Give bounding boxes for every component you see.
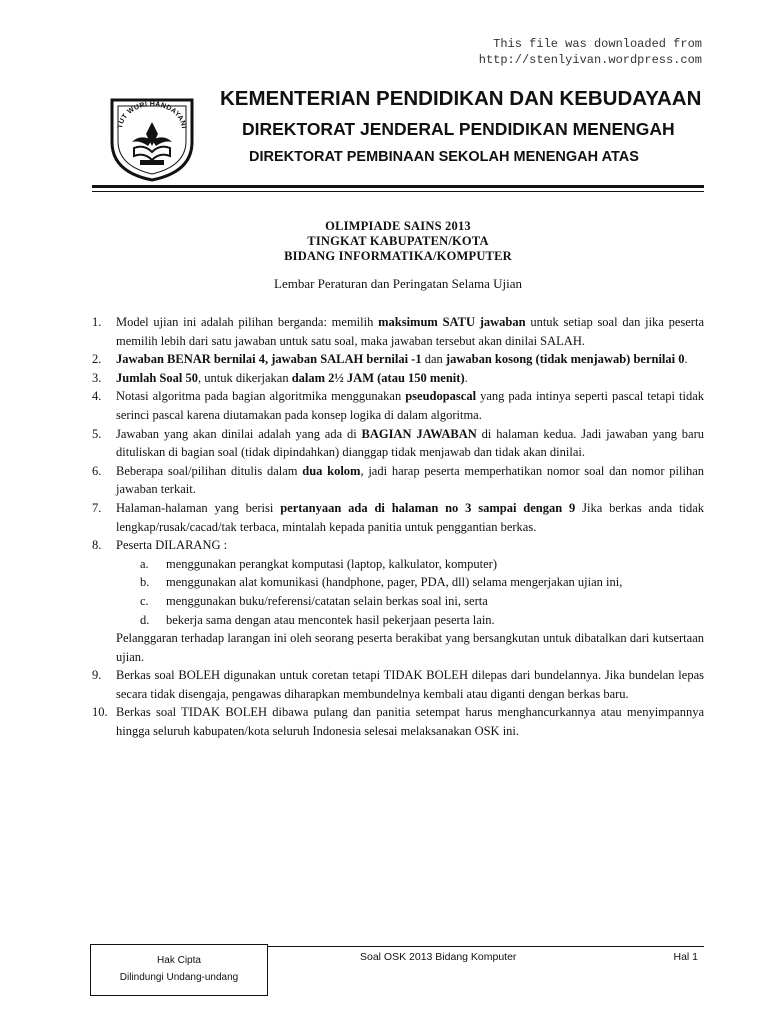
- rule-item: [92, 536, 704, 555]
- rule-item: [92, 387, 704, 424]
- download-note-line1: This file was downloaded from: [493, 37, 702, 51]
- violation-note: Pelanggaran terhadap larangan ini oleh seorang peserta berakibat yang bersangkutan untuk dibatalkan dari kutsertaan ujian.: [116, 631, 704, 664]
- rule-text: Peserta DILARANG :: [116, 538, 228, 553]
- rule-number: 7.: [92, 500, 102, 515]
- title-line-1: OLIMPIADE SAINS 2013: [325, 219, 471, 233]
- letterhead: [220, 86, 720, 166]
- header-divider-thin: [92, 191, 704, 192]
- rule-number: 8.: [92, 538, 102, 553]
- copyright-line-1: Hak Cipta: [157, 955, 201, 966]
- rule-number: 5.: [92, 426, 102, 441]
- rule-number: 2.: [92, 352, 102, 367]
- rule-item: [92, 703, 704, 740]
- prohibition-letter: c.: [140, 593, 149, 608]
- copyright-box: [90, 944, 268, 996]
- rule-text: Model ujian ini adalah pilihan berganda: memilih maksimum SATU jawaban untuk setiap soal dan jika peserta memilih lebih dari satu jawaban untuk satu soal, maka jawaban tersebut akan dinilai SALAH.: [116, 315, 704, 348]
- exam-title: [92, 219, 704, 264]
- header-divider-thick: [92, 185, 704, 188]
- prohibition-item: [140, 592, 704, 611]
- rule-text: Berkas soal BOLEH digunakan untuk coretan tetapi TIDAK BOLEH dilepas dari bundelannya. Jika bundelan lepas secara tidak disengaja, pengawas diharapkan membundelnya kembali atau diganti dengan berkas baru.: [116, 668, 704, 701]
- prohibition-text: menggunakan buku/referensi/catatan selain berkas soal ini, serta: [166, 593, 488, 608]
- title-line-3: BIDANG INFORMATIKA/KOMPUTER: [284, 249, 512, 263]
- rule-item: [92, 350, 704, 369]
- rule-text: Beberapa soal/pilihan ditulis dalam dua kolom, jadi harap peserta memperhatikan nomor soal dan nomor pilihan jawaban terkait.: [116, 463, 704, 497]
- prohibition-item: [140, 555, 704, 574]
- logo-motto: TUT WURI HANDAYANI: [116, 100, 187, 130]
- ministry-name: KEMENTERIAN PENDIDIKAN DAN KEBUDAYAAN: [220, 87, 702, 110]
- directorate-general-name: DIREKTORAT JENDERAL PENDIDIKAN MENENGAH: [242, 119, 675, 139]
- prohibition-item: [140, 573, 704, 592]
- page-number: Hal 1: [673, 951, 698, 963]
- rule-number: 4.: [92, 389, 102, 404]
- prohibition-letter: a.: [140, 556, 149, 571]
- download-note: [479, 36, 702, 68]
- rule-item: [92, 499, 704, 536]
- download-note-url: http://stenlyivan.wordpress.com: [478, 53, 702, 67]
- prohibition-text: menggunakan perangkat komputasi (laptop, kalkulator, komputer): [166, 556, 498, 571]
- prohibition-item: [140, 611, 704, 630]
- rule-item: [92, 313, 704, 350]
- rule-text: Jawaban yang akan dinilai adalah yang ada di BAGIAN JAWABAN di halaman kedua. Jadi jawaban yang baru dituliskan di bagian soal (tidak dipindahkan) dianggap tidak menjawab dan tidak akan dinilai.: [116, 426, 705, 460]
- rules-list: [92, 313, 704, 741]
- rule-item: [92, 462, 704, 499]
- rule-number: 10.: [92, 705, 108, 720]
- rule-number: 3.: [92, 370, 102, 385]
- copyright-line-2: Dilindungi Undang-undang: [119, 972, 239, 983]
- rule-number: 9.: [92, 668, 102, 683]
- rule-text: Jawaban BENAR bernilai 4, jawaban SALAH bernilai -1 dan jawaban kosong (tidak menjawab) bernilai 0.: [116, 352, 688, 367]
- rule-item: [92, 666, 704, 703]
- rule-text: Notasi algoritma pada bagian algoritmika menggunakan pseudopascal yang pada intinya seperti pascal tetapi tidak serinci pascal karena diutamakan pada konsep logika di dalam algoritma.: [116, 389, 704, 422]
- rule-text: Halaman-halaman yang berisi pertanyaan ada di halaman no 3 sampai dengan 9 Jika berkas anda tidak lengkap/rusak/cacad/tak terbaca, mintalah kepada panitia untuk penggantian berkas.: [116, 500, 704, 534]
- rule-text: Berkas soal TIDAK BOLEH dibawa pulang dan panitia setempat harus menghancurkannya atau menyimpannya hingga seluruh kabupaten/kota seluruh Indonesia selesai melaksanakan OSK ini.: [116, 705, 704, 739]
- directorate-name: DIREKTORAT PEMBINAAN SEKOLAH MENENGAH ATAS: [249, 149, 639, 165]
- rule-number: 6.: [92, 463, 102, 478]
- prohibition-text: menggunakan alat komunikasi (handphone, pager, PDA, dll) selama mengerjakan ujian ini,: [166, 575, 623, 590]
- rules-subtitle: Lembar Peraturan dan Peringatan Selama Ujian: [274, 276, 522, 291]
- rule-number: 1.: [92, 315, 102, 329]
- rule-item: [92, 369, 704, 388]
- rule-item: [92, 425, 704, 462]
- prohibition-letter: d.: [140, 612, 150, 627]
- footer-document-title: Soal OSK 2013 Bidang Komputer: [360, 951, 517, 963]
- prohibition-text: bekerja sama dengan atau mencontek hasil pekerjaan peserta lain.: [166, 612, 495, 627]
- rule-text: Jumlah Soal 50, untuk dikerjakan dalam 2½ JAM (atau 150 menit).: [116, 370, 468, 385]
- prohibition-letter: b.: [140, 575, 150, 590]
- tut-wuri-handayani-emblem-icon: [96, 86, 208, 182]
- title-line-2: TINGKAT KABUPATEN/KOTA: [307, 234, 489, 248]
